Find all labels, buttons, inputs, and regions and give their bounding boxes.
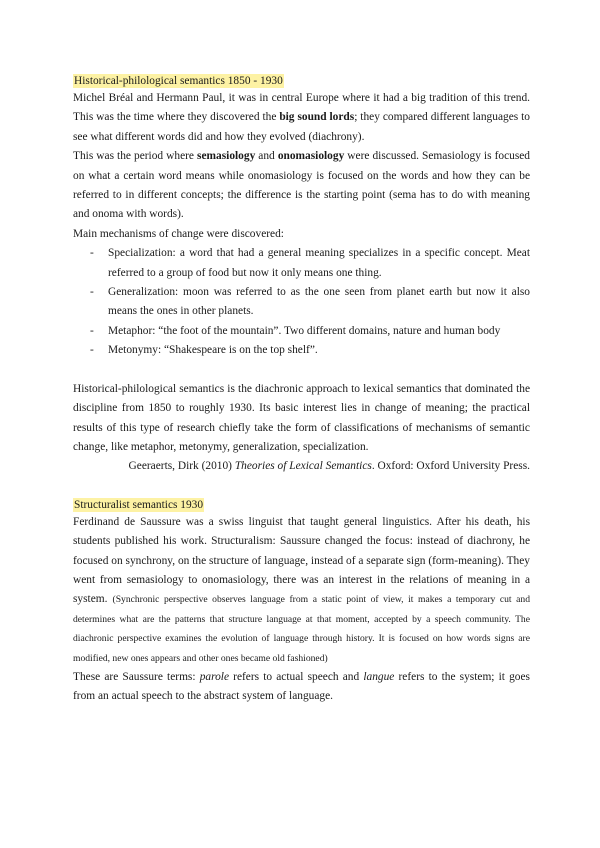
citation-title: Theories of Lexical Semantics [234,460,372,473]
paragraph-parole-langue [73,668,530,707]
paragraph-semasiology [73,147,530,225]
text-span: and [255,150,278,163]
paragraph-mechanisms-intro: Main mechanisms of change were discovered: [73,227,284,240]
list-item-specialization: - Specialization: a word that had a general meaning specializes in a specific concept. Meat referred to a group of food but now it only means one thing. [73,244,530,283]
section-heading-structuralist: Structuralist semantics 1930 [74,498,204,511]
bold-term-semasiology: semasiology [197,150,256,163]
section-heading-row [73,494,530,513]
citation [73,457,530,476]
italic-term-parole: parole [199,670,230,683]
text-span: refers to actual speech and [229,670,364,683]
text-span: This was the period where [73,150,198,163]
text-span: were discussed. Semasiology is focused on what a certain word means while onomasiology is focused on the words and how they can be referred to in different concepts; the difference is the starting point (sema has to do with meaning and onoma with words). [73,150,531,221]
paragraph-saussure [73,513,530,668]
list-item-metaphor: - Metaphor: “the foot of the mountain”. Two different domains, nature and human body [73,322,530,341]
paragraph-breal-paul [73,89,530,147]
bold-term-onomasiology: onomasiology [277,150,345,163]
small-note-synchronic: (Synchronic perspective observes language from a static point of view, it makes a temporary cut and determines what are the patterns that structure language at that moment, accepted by a speech community. The diachronic perspective examines the evolution of language through history. It is focused on how words signs are modified, new ones appears and other ones became old fashioned) [73,594,530,664]
spacer [73,361,530,380]
section-heading-row [73,70,530,89]
citation-author: Geeraerts, Dirk (2010) [128,460,235,473]
list-item-metonymy: - Metonymy: “Shakespeare is on the top shelf”. [73,341,530,360]
text-span: refers to the system; it goes from an actual speech to the abstract system of language. [73,670,530,703]
quote-paragraph: Historical-philological semantics is the diachronic approach to lexical semantics that dominated the discipline from 1850 to roughly 1930. Its basic interest lies in change of meaning; the practical results of this type of research chiefly take the form of classifications of mechanisms of semantic change, like metaphor, metonymy, generalization, specialization. [73,382,530,453]
text-span: Michel Bréal and Hermann Paul, it was in central Europe where it had a big tradition of this trend. This was the time where they discovered the [73,92,530,124]
citation-publisher: . Oxford: Oxford University Press. [371,460,530,473]
text-span: ; they compared different languages to see what different words did and how they evolved (diachrony). [73,111,530,143]
text-span: Ferdinand de Saussure was a swiss linguist that taught general linguistics. After his death, his students published his work. Structuralism: Saussure changed the focus: instead of diachrony, he focused on synchrony, on the structure of language, instead of a separate sign (form-meaning). They went from semasiology to onomasiology, there was an interest in the relations of meaning in a system. [73,515,530,606]
section-heading-historical: Historical-philological semantics 1850 - 1930 [74,75,283,87]
italic-term-langue: langue [363,670,395,683]
spacer [73,477,530,494]
mechanisms-list [73,244,530,360]
text-span: These are Saussure terms: [73,670,200,683]
bold-term-big-sound-lords: big sound lords [279,111,355,124]
list-item-generalization: - Generalization: moon was referred to as the one seen from planet earth but now it also means the ones in other planets. [73,283,530,322]
